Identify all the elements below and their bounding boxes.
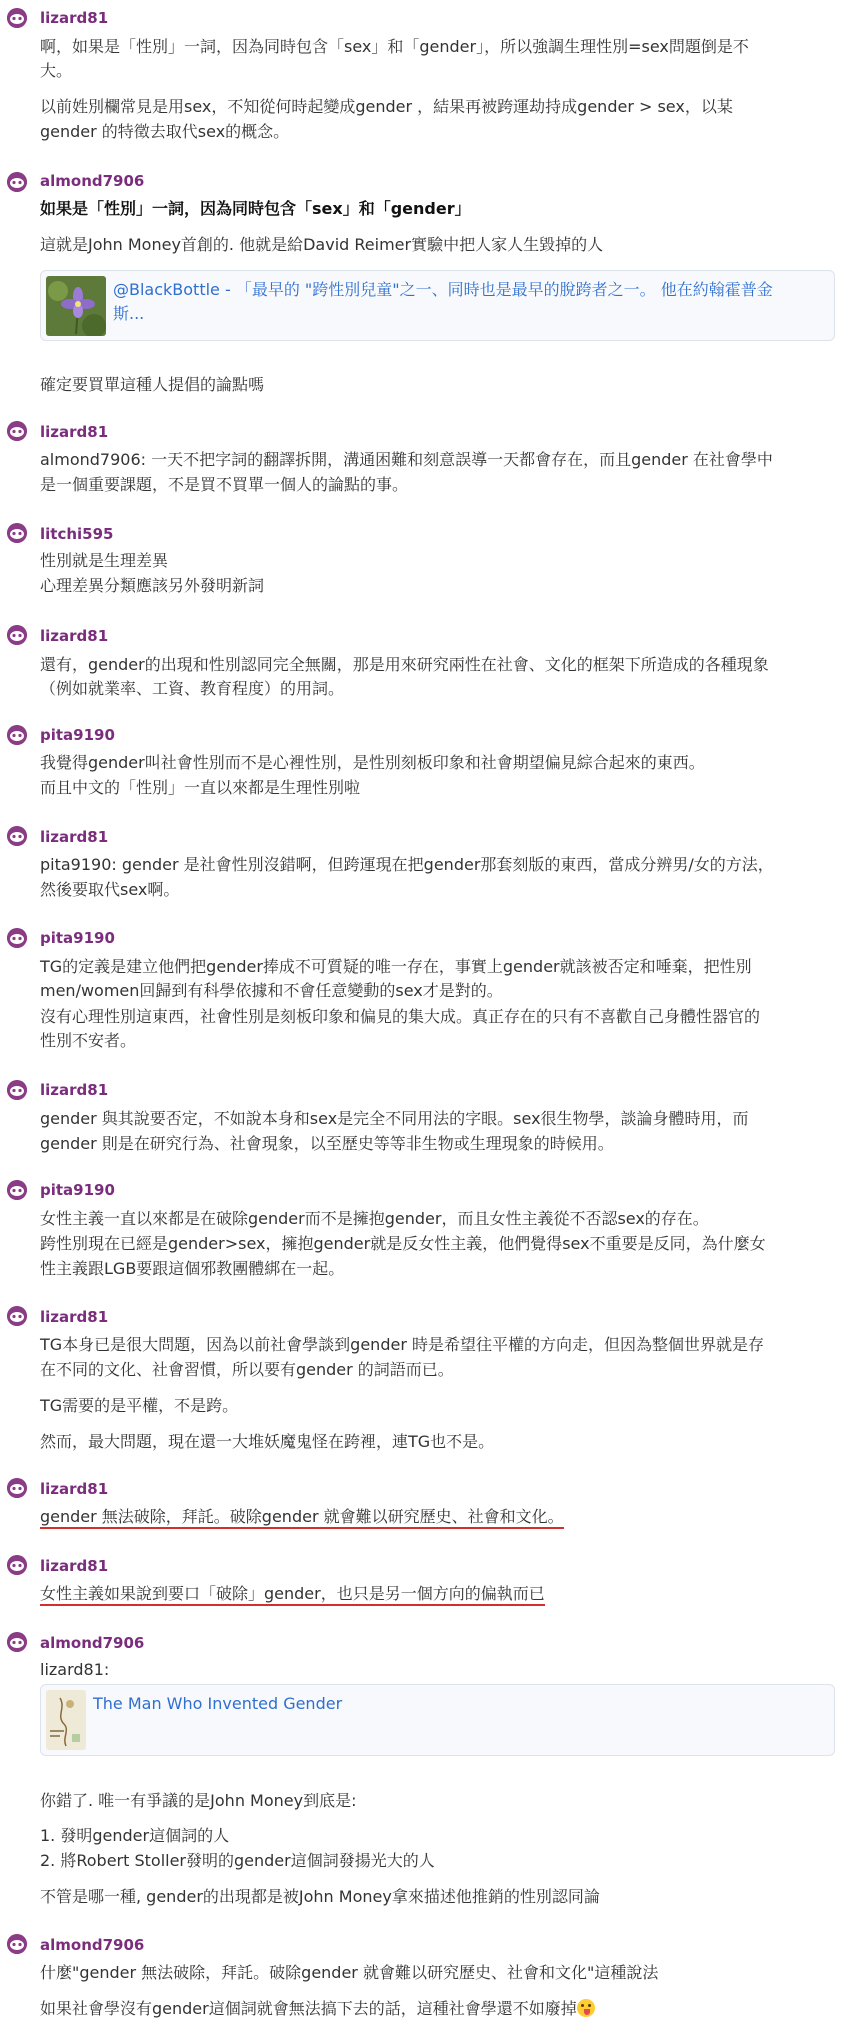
face-mask-icon	[7, 1080, 27, 1100]
avatar[interactable]	[7, 172, 27, 192]
purple-flower-thumbnail	[46, 276, 106, 336]
post-text: 你錯了. 唯一有爭議的是John Money到底是:	[40, 1791, 357, 1810]
mention-text[interactable]: lizard81:	[40, 1660, 110, 1679]
post-text: 大。	[40, 61, 73, 80]
face-mask-icon	[7, 826, 27, 846]
post-text: 1. 發明gender這個詞的人	[40, 1826, 230, 1845]
post-text: gender 則是在研究行為、社會現象，以至歷史等等非生物或生理現象的時候用。	[40, 1134, 614, 1153]
post-text: 以前姓別欄常見是用sex，不知從何時起變成gender ，結果再被跨運劫持成gender > sex，以某	[40, 97, 733, 116]
post-text: （例如就業率、工資、教育程度）的用詞。	[40, 679, 345, 698]
avatar[interactable]	[7, 1478, 27, 1498]
post-text	[40, 1996, 830, 2021]
post-text: gender 的特徵去取代sex的概念。	[40, 122, 290, 141]
post-text: 女性主義一直以來都是在破除gender而不是擁抱gender，而且女性主義從不否認sex的存在。	[40, 1209, 709, 1228]
post-text: men/women回歸到有科學依據和不會任意變動的sex才是對的。	[40, 981, 503, 1000]
face-mask-icon	[7, 8, 27, 28]
face-mask-icon	[7, 421, 27, 441]
face-mask-icon	[7, 523, 27, 543]
avatar[interactable]	[7, 1080, 27, 1100]
username[interactable]: pita9190	[40, 929, 115, 947]
post-text: 然而，最大問題，現在還一大堆妖魔鬼怪在跨裡，連TG也不是。	[40, 1432, 495, 1451]
post-text: 跨性別現在已經是gender>sex，擁抱gender就是反女性主義，他們覺得sex不重要是反同，為什麼女	[40, 1234, 766, 1253]
avatar[interactable]	[7, 625, 27, 645]
post-text: 還有，gender的出現和性別認同完全無關，那是用來研究兩性在社會、文化的框架下所造成的各種現象	[40, 655, 769, 674]
username[interactable]: lizard81	[40, 9, 109, 27]
face-mask-icon	[7, 625, 27, 645]
highlighted-text: 女性主義如果說到要口「破除」gender，也只是另一個方向的偏執而已	[40, 1584, 545, 1606]
avatar[interactable]	[7, 826, 27, 846]
post-text: 2. 將Robert Stoller發明的gender這個詞發揚光大的人	[40, 1851, 435, 1870]
post-text: 沒有心理性別這東西，社會性別是刻板印象和偏見的集大成。真正存在的只有不喜歡自己身體性器官的	[40, 1007, 761, 1026]
post-text: 確定要買單這種人提倡的論點嗎	[40, 375, 265, 394]
quote-text: 如果是「性別」一詞，因為同時包含「sex」和「gender」	[40, 199, 471, 218]
post-text: 啊，如果是「性別」一詞，因為同時包含「sex」和「gender」，所以強調生理性別=sex問題倒是不	[40, 37, 749, 56]
username[interactable]: lizard81	[40, 627, 109, 645]
face-mask-icon	[7, 1934, 27, 1954]
post-text: 性別不安者。	[40, 1031, 137, 1050]
username[interactable]: almond7906	[40, 1936, 145, 1954]
link-preview-card[interactable]	[40, 1684, 835, 1756]
username[interactable]: litchi595	[40, 525, 114, 543]
post-text: 在不同的文化、社會習慣，所以要有gender 的詞語而已。	[40, 1360, 454, 1379]
username[interactable]: pita9190	[40, 726, 115, 744]
username[interactable]: pita9190	[40, 1181, 115, 1199]
face-mask-icon	[7, 1180, 27, 1200]
avatar[interactable]	[7, 1632, 27, 1652]
post-text: 性別就是生理差異	[40, 551, 169, 570]
highlighted-text: gender 無法破除，拜託。破除gender 就會難以研究歷史、社會和文化。	[40, 1507, 564, 1529]
post-text: 性主義跟LGB要跟這個邪教團體綁在一起。	[40, 1259, 345, 1278]
link-preview-card[interactable]	[40, 270, 835, 341]
avatar[interactable]	[7, 1555, 27, 1575]
card-title[interactable]: 斯...	[113, 304, 145, 323]
face-mask-icon	[7, 928, 27, 948]
post-text: gender 與其說要否定，不如說本身和sex是完全不同用法的字眼。sex很生物學，談論身體時用，而	[40, 1109, 749, 1128]
post-text	[40, 1581, 830, 1606]
avatar[interactable]	[7, 523, 27, 543]
avatar[interactable]	[7, 8, 27, 28]
post-text: TG本身已是很大問題，因為以前社會學談到gender 時是希望往平權的方向走，但因為整個世界就是存	[40, 1335, 764, 1354]
username[interactable]: almond7906	[40, 172, 145, 190]
username[interactable]: lizard81	[40, 828, 109, 846]
face-mask-icon	[7, 1478, 27, 1498]
avatar[interactable]	[7, 1180, 27, 1200]
post-text: 我覺得gender叫社會性別而不是心裡性別，是性別刻板印象和社會期望偏見綜合起來的東西。	[40, 753, 705, 772]
card-title[interactable]: @BlackBottle - 「最早的 "跨性別兒童"之一、同時也是最早的脫跨者之一。 他在約翰霍普金	[113, 280, 773, 299]
post-text: 是一個重要課題，不是買不買單一個人的論點的事。	[40, 475, 409, 494]
post-text: 這就是John Money首創的. 他就是給David Reimer實驗中把人家人生毀掉的人	[40, 235, 604, 254]
avatar[interactable]	[7, 1934, 27, 1954]
face-savoring-food-icon	[577, 1999, 595, 2017]
card-title[interactable]: The Man Who Invented Gender	[93, 1694, 343, 1713]
username[interactable]: lizard81	[40, 423, 109, 441]
post-text: TG需要的是平權，不是跨。	[40, 1396, 239, 1415]
post-text: pita9190: gender 是社會性別沒錯啊，但跨運現在把gender那套刻版的東西，當成分辨男/女的方法，	[40, 855, 774, 874]
username[interactable]: lizard81	[40, 1081, 109, 1099]
post-text	[40, 1504, 830, 1529]
username[interactable]: lizard81	[40, 1557, 109, 1575]
face-mask-icon	[7, 1632, 27, 1652]
face-mask-icon	[7, 1306, 27, 1326]
post-text: TG的定義是建立他們把gender捧成不可質疑的唯一存在，事實上gender就該被否定和唾棄，把性別	[40, 957, 752, 976]
username[interactable]: lizard81	[40, 1308, 109, 1326]
post-text: 而且中文的「性別」一直以來都是生理性別啦	[40, 778, 361, 797]
username[interactable]: almond7906	[40, 1634, 145, 1652]
post-text: 然後要取代sex啊。	[40, 880, 180, 899]
post-text-content: 如果社會學沒有gender這個詞就會無法搞下去的話，這種社會學還不如廢掉	[40, 1999, 577, 2018]
post-text: 不管是哪一種, gender的出現都是被John Money拿來描述他推銷的性別認同論	[40, 1887, 600, 1906]
face-mask-icon	[7, 725, 27, 745]
face-mask-icon	[7, 1555, 27, 1575]
avatar[interactable]	[7, 1306, 27, 1326]
avatar[interactable]	[7, 421, 27, 441]
username[interactable]: lizard81	[40, 1480, 109, 1498]
avatar[interactable]	[7, 928, 27, 948]
book-cover-thumbnail	[46, 1690, 86, 1750]
post-text: 什麼"gender 無法破除，拜託。破除gender 就會難以研究歷史、社會和文化"這種說法	[40, 1963, 659, 1982]
avatar[interactable]	[7, 725, 27, 745]
post-text: 心理差異分類應該另外發明新詞	[40, 576, 265, 595]
post-text: almond7906: 一天不把字詞的翻譯拆開，溝通困難和刻意誤導一天都會存在，而且gender 在社會學中	[40, 450, 773, 469]
face-mask-icon	[7, 172, 27, 192]
